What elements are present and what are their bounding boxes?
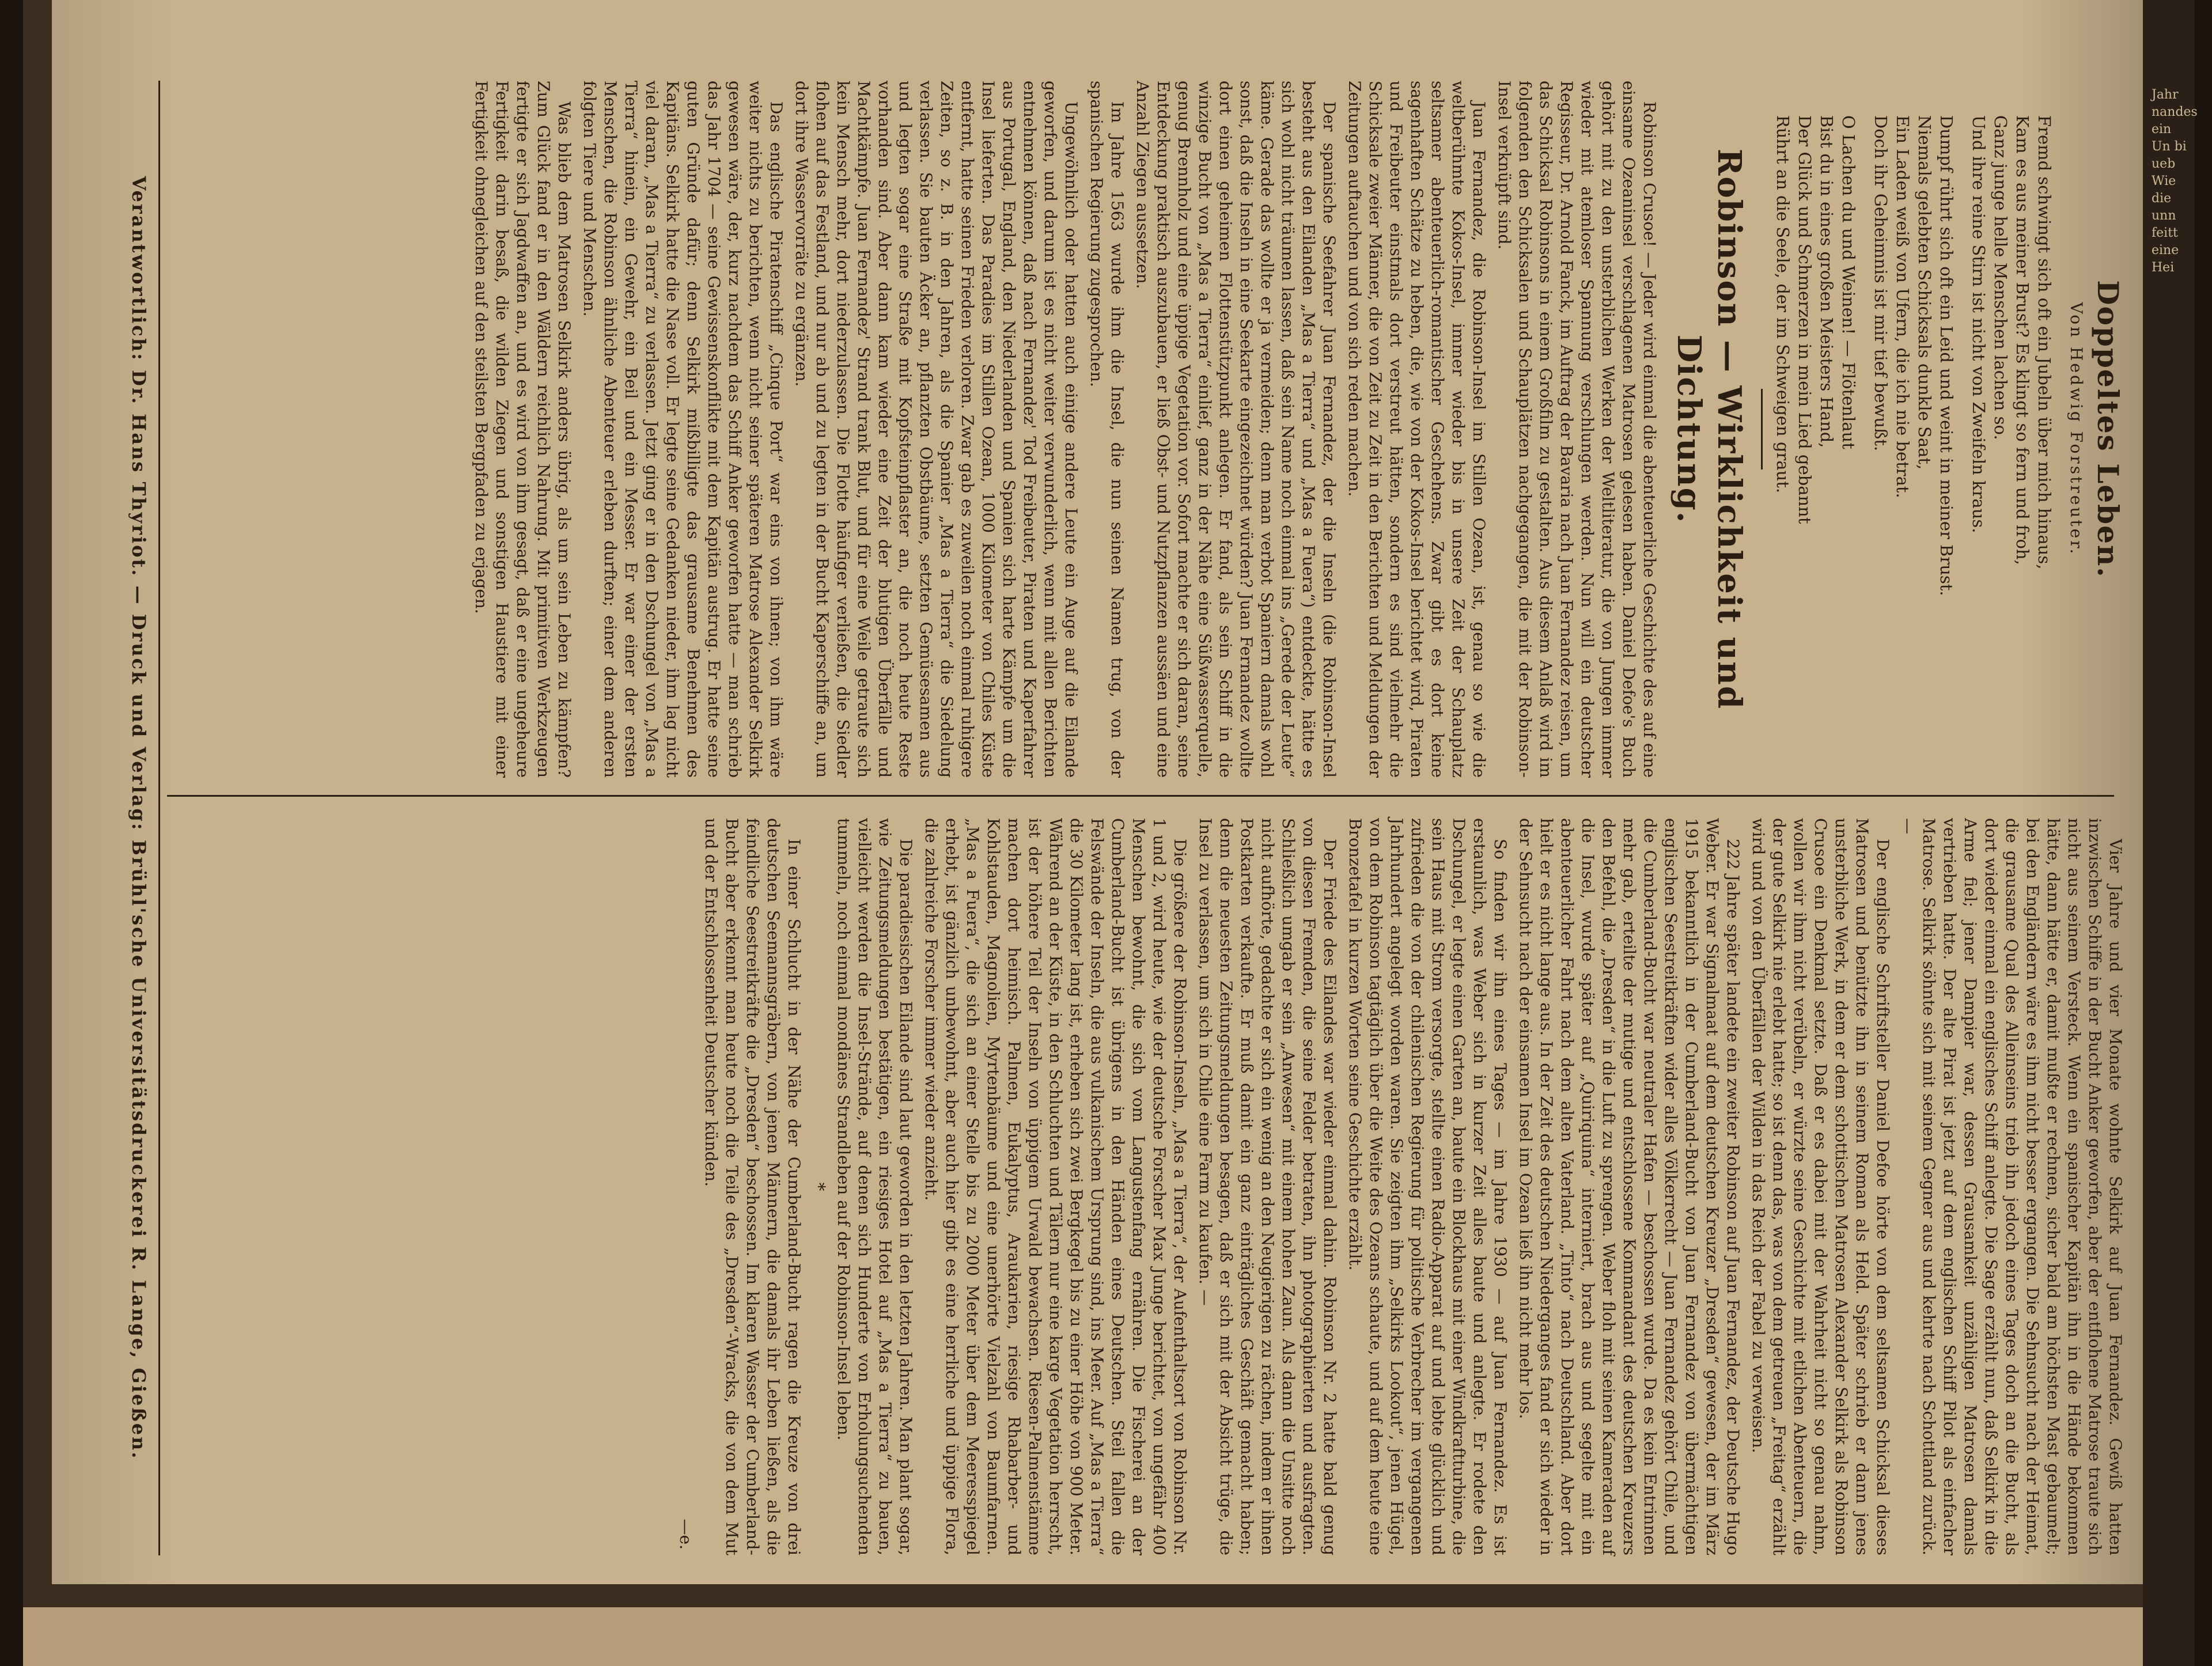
article-paragraph: Robinson Crusoe! — Jeder wird einmal die abenteuerliche Geschichte des auf eine einsame Ozeaninsel verschlagenen Matrosen gelesen haben. Daniel Defoe's Buch gehört mit zu den unsterblichen Werken der Weltliteratur, die von Jungen immer wieder mit atemloser Spannung verschlungen werden. Nun will ein deutscher Regisseur, Dr. Arnold Fanck, im Auftrag der Bavaria nach Juan Fernandez reisen, um das Schicksal Robinsons in einem Großfilm zu gestalten. Aus diesem Anlaß wird im folgenden den Schicksalen und Schauplätzen nachgegangen, die mit der Robinson-Insel verknüpft sind. <box>1495 81 1659 778</box>
poem-title: Doppeltes Leben. <box>2091 280 2125 578</box>
article-paragraph: 222 Jahre später landete ein zweiter Robinson auf Juan Fernandez, der Deutsche Hugo Weber. Er war Signalmaat auf dem deutschen Kreuzer „Dresden“ gewesen, der im März 1915 bekanntlich in der Cumberland-Bucht von Juan Fernandez von übermächtigen englischen Seestreitkräften wider alles Völkerrecht — Juan Fernandez gehört Chile, und die Cumberland-Bucht war neutraler Hafen — beschossen wurde. Da es kein Entrinnen mehr gab, erteilte der mutige und entschlossene Kommandant des deutschen Kreuzers den Befehl, die „Dresden“ in die Luft zu sprengen. Weber floh mit seinen Kameraden auf die Insel, wurde später auf „Quiriquina“ interniert, brach aus und segelte mit ein abenteuerlicher Fahrt nach dem alten Vaterland. „Tinto“ nach Deutschland. Aber dort hielt er es nicht lange aus. In der Zeit des deutschen Niederganges fand er sich wieder in der Sehnsucht nach der einsamen Insel im Ozean ließ ihn nicht mehr los. <box>1516 818 1743 1555</box>
poem-line: O Lachen du und Weinen! — Flötenlaut <box>1839 115 1858 449</box>
section-star: * <box>808 1182 828 1191</box>
article-paragraph: Im Jahre 1563 wurde ihm die Insel, die nun seinen Namen trug, von der spanischen Regierung zugesprochen. <box>1087 81 1127 778</box>
poem-line: Ein Laden weiß von Ufern, die ich nie betrat. <box>1893 115 1912 498</box>
article-paragraph: Der spanische Seefahrer Juan Fernandez, der die Inseln (die Robinson-Insel besteht aus den Eilanden „Mas a Tierra“ und „Mas a Fuera“) entdeckte, hätte es sich wohl nicht träumen lassen, daß sein Name noch einmal ins „Gerede der Leute“ käme. Gerade das wollte er ja vermeiden; denn man verbot Spaniern damals wohl sonst, daß die Inseln in eine Seekarte eingezeichnet würden? Juan Fernandez wollte dort einen geheimen Flottenstützpunkt anlegen. Er fand, als sein Schiff in die winzige Bucht von „Mas a Tierra“ einlief, ganz in der Nähe eine Süßwasserquelle, genug Brennholz und eine üppige Vegetation vor. Sofort machte er sich daran, seine Entdeckung praktisch auszubauen, er ließ Obst- und Nutzpflanzen aussäen und eine Anzahl Ziegen aussetzen. <box>1133 81 1339 778</box>
poem-line: Dumpf rührt sich oft ein Leid und weint in meiner Brust. <box>1937 115 1956 596</box>
article-paragraph: In einer Schlucht in der Nähe der Cumberland-Bucht ragen die Kreuze von drei deutschen Seemannsgräbern, von jenen Männern, die damals ihr Leben ließen, als die feindliche Seestreitkräfte die „Dresden“ beschossen. Im klaren Wasser der Cumberland-Bucht aber erkennt man heute noch die Teile des „Dresden“-Wracks, die von dem Mut und der Entschlossenheit Deutscher künden. <box>702 818 804 1555</box>
article-paragraph: Der Friede des Eilandes war wieder einmal dahin. Robinson Nr. 2 hatte bald genug von diesen Fremden, die seine Felder betraten, ihn photographierten und ausfragten. Schließlich umgab er sein „Anwesen“ mit einem hohen Zaun. Als dann die Unsitte noch nicht aufhörte, gedachte er sich ein wenig an den Neugierigen zu rächen, indem er ihnen Postkarten verkaufte. Er muß damit ein ganz einträgliches Geschäft gemacht haben; denn die neuesten Zeitungsmeldungen besagen, daß er sich mit der Absicht trüge, die Insel zu verlassen, um sich in Chile eine Farm zu kaufen. — <box>1196 818 1339 1555</box>
article-paragraph: Ungewöhnlich oder hatten auch einige andere Leute ein Auge auf die Eilande geworfen, und darum ist es nicht weiter verwunderlich, wenn mit allen Berichten entnehmen können, daß nach Fernandez' Tod Freibeuter, Piraten und Kaperfahrer aus Portugal, England, den Niederlanden und Spanien sich harte Kämpfe um die Insel lieferten. Das Paradies im Stillen Ozean, 1000 Kilometer von Chiles Küste entfernt, hatte seinen Frieden verloren. Zwar gab es zuweilen noch einmal ruhigere Zeiten, so z. B. in den Jahren, als die Spanier „Mas a Tierra“ die Siedelung verlassen. Sie bauten Äcker an, pflanzten Obstbäume, setzten Gemüsesamen aus und legten sogar eine Straße mit Kopfsteinpflaster an, die noch heute Reste vorhanden sind. Aber dann kam wieder eine Zeit der blutigen Überfälle und Machtkämpfe. Juan Fernandez' Strand trank Blut, und für eine Weile getraute sich kein Mensch mehr, dort niederzulassen. Die Flotte häufiger verließen, die Siedler flohen auf das Festland, und nur ab und zu legten in der Bucht Kaperschiffe an, um dort ihre Wasservorräte zu ergänzen. <box>792 81 1081 778</box>
imprint-footer: Verantwortlich: Dr. Hans Thyriot. — Druck und Verlag: Brühl'sche Universitätsdruckerei R. Lange, Gießen. <box>128 176 150 1460</box>
poem-line: Bist du in eines großen Meisters Hand, <box>1817 115 1836 448</box>
article-paragraph: Was blieb dem Matrosen Selkirk anders übrig, als um sein Leben zu kämpfen? Zum Glück fand er in den Wäldern reichlich Nahrung. Mit primitiven Werkzeugen fertigte er sich Jagdwaffen an, und es wird von ihm gesagt, daß er eine ungeheure Fertigkeit darin besaß, die wilden Ziegen und sonstigen Haustiere mit einer Fertigkeit ohnegleichen auf den steilsten Bergpfaden zu erjagen. <box>472 81 574 778</box>
article-paragraph: Juan Fernandez, die Robinson-Insel im Stillen Ozean, ist, genau so wie die weltberühmte Kokos-Insel, immer wieder bis in unsere Zeit der Schauplatz seltsamer abenteuerlich-romantischer Geschehens. Zwar gibt es dort keine sagenhaften Schätze zu heben, die, wie von der Kokos-Insel berichtet wird, Piraten und Freibeuter einstmals dort verstreut hätten, sondern es sind vielmehr die Schicksale zweier Männer, die von Zeit zu Zeit in den Berichten und Meldungen der Zeitungen auftauchen und von sich reden machen. <box>1345 81 1488 778</box>
poem-line: Ganz junge helle Menschen lachen so. <box>1991 115 2010 440</box>
rotated-print-area <box>98 35 2126 1578</box>
adjacent-page-edge: Jahr nandes ein Un bi ueb Wie die unn feitt eine Hei <box>2152 88 2198 275</box>
section-separator <box>1761 389 1763 469</box>
article-paragraph: Die paradiesischen Eilande sind laut geworden in den letzten Jahren. Man plant sogar, wie Zeitungsmeldungen bestätigen, ein riesiges Hotel auf „Mas a Tierra“ zu bauen, vielleicht werden die Insel-Strände, auf denen sich Hunderte von Erholungsuchenden tummeln, noch einmal mondänes Strandleben auf der Robinson-Insel leben. <box>834 818 915 1555</box>
poem-line: Der Glück und Schmerzen in mein Lied gebannt <box>1795 115 1815 524</box>
column-rule <box>167 795 2114 797</box>
article-paragraph: Das englische Piratenschiff „Cinque Port“ war eins von ihnen; von ihm wäre weiter nichts zu berichten, wenn nicht seiner späteren Matrose Alexander Selkirk gewesen wäre, der, kurz nachdem das Schiff Anker geworfen hatte — man schrieb das Jahr 1704 — seine Gewissenskonflikte mit dem Kapitän austrug. Er hatte seine guten Gründe dafür; denn Selkirk mißbilligte das grausame Benehmen des Kapitäns. Selkirk hatte die Nase voll. Er legte seine Gedanken nieder, ihm lag nicht viel daran, „Mas a Tierra“ zu verlassen. Jetzt ging er in den Dschungel von „Mas a Tierra“ hinein, ein Gewehr, ein Beil und ein Messer. Er war einer der ersten Menschen, die Robinson ähnliche Abenteuer erleben durften; einer dem anderen folgten Tiere und Menschen. <box>580 81 786 778</box>
article-paragraph: Die größere der Robinson-Inseln, „Mas a Tierra“, der Aufenthaltsort von Robinson Nr. 1 und 2, wird heute, wie der deutsche Forscher Max Junge berichtet, von ungefähr 400 Menschen bewohnt, die sich vom Langustenfang ernähren. Die Fischerei an der Cumberland-Bucht ist übrigens in den Händen eines Deutschen. Steil fallen die Felswände der Inseln, die aus vulkanischem Ursprung sind, ins Meer. Auf „Mas a Tierra“ die 30 Kilometer lang ist, erheben sich zwei Bergkegel bis zu einer Höhe von 900 Meter. Während an der Küste, in den Schluchten und Tälern nur eine karge Vegetation herrscht, ist der höhere Teil der Inseln von üppigem Urwald bewachsen. Riesen-Palmenstämme machen dort heimisch. Palmen, Eukalyptus, Araukarien, riesige Rhabarber- und Kohlstauden, Magnolien, Myrtenbäume und eine unerhörte Vielzahl von Baumfarnen. „Mas a Fuera“, die sich an einer Stelle bis zu 2000 Meter über dem Meeresspiegel erhebt, ist gänzlich unbewohnt, aber auch hier gibt es eine herrliche und üppige Flora, die zahlreiche Forscher immer wieder anzieht. <box>922 818 1190 1555</box>
poem-line: Doch ihr Geheimnis ist mir tief bewußt. <box>1871 115 1891 452</box>
poem-body <box>1772 115 2055 778</box>
footer-rule <box>158 81 160 1555</box>
poem-line: Fremd schwingt sich oft ein Jubeln über mich hinaus, <box>2035 115 2054 570</box>
poem-author: Von Hedwig Forstreuter. <box>2067 302 2086 556</box>
poem-line: Rührt an die Seele, der im Schweigen graut. <box>1773 115 1793 494</box>
poem-line: Niemals gelebten Schicksals dunkle Saat, <box>1915 115 1934 470</box>
article-paragraph: Vier Jahre und vier Monate wohnte Selkirk auf Juan Fernandez. Gewiß hatten inzwischen Schiffe in der Bucht Anker geworfen, aber der entflohene Matrose traute sich nicht aus seinem Versteck. Wenn ein spanischer Kapitän ihn in die Hände bekommen hätte, dann hätte er, damit mußte er rechnen, sicher bald am höchsten Mast gebaumelt; bei den Engländern wäre es ihm nicht besser ergangen. Die Sehnsucht nach der Heimat, die grausame Qual des Alleinseins trieb ihn jedoch eines Tages doch an die Bucht, als dort wieder einmal ein englisches Schiff anlegte. Die Sage erzählt nun, daß Selkirk in die Arme fiel; jener Dampier war, dessen Grausamkeit unzähligen Matrosen damals vertrieben hatte. Der alte Pirat ist jetzt auf dem englischen Schiff Pilot als einfacher Matrose. Selkirk söhnte sich mit seinem Gegner aus und kehrte nach Schottland zurück. — <box>1899 818 2125 1555</box>
underlying-page <box>23 1607 2143 1666</box>
right-column <box>121 818 2126 1555</box>
article-paragraph: So finden wir ihn eines Tages — im Jahre 1930 — auf Juan Fernandez. Es ist erstaunlich, was Weber sich in kurzer Zeit alles baute und anlegte. Er rodete den Dschungel, er legte einen Garten an, baute ein Blockhaus mit einer Windkraftturbine, die sein Haus mit Strom versorgte, stellte einen Radio-Apparat auf und lebte glücklich und zufrieden die von der chilenischen Regierung für politische Verbrecher im vergangenen Jahrhundert angelegt worden waren. Sie zeigten ihm „Selkirks Lookout“, jenen Hügel, von dem Robinson tagtäglich über die Weite des Ozeans schaute, und auf dem heute eine Bronzetafel in kurzen Worten seine Geschichte erzählt. <box>1346 818 1510 1555</box>
poem-line: Kam es aus meiner Brust? Es klingt so fern und froh, <box>2013 115 2032 565</box>
left-column <box>121 81 2126 778</box>
author-signature: —e. <box>676 1519 695 1550</box>
article-paragraph: Der englische Schriftsteller Daniel Defoe hörte von dem seltsamen Schicksal dieses Matrosen und benützte ihn in seinem Roman als Held. Später schrieb er dann jenes unsterbliche Werk, in dem er dem schottischen Matrosen Alexander Selkirk als Robinson Crusoe ein Denkmal setzte. Daß er es dabei mit der Wahrheit nicht so genau nahm, wollen wir ihm nicht verübeln, er würzte seine Geschichte mit etlichen Abenteuern, die der gute Selkirk nie erlebt hatte; so ist denn das, was von dem getreuen „Freitag“ erzählt wird und von den Überfällen der Wilden in das Reich der Fabel zu verweisen. <box>1749 818 1892 1555</box>
poem-line: Und ihre reine Stirn ist nicht von Zweifeln kraus. <box>1969 115 1988 533</box>
article-title: Robinson — Wirklichkeit und Dichtung. <box>1670 148 1748 710</box>
